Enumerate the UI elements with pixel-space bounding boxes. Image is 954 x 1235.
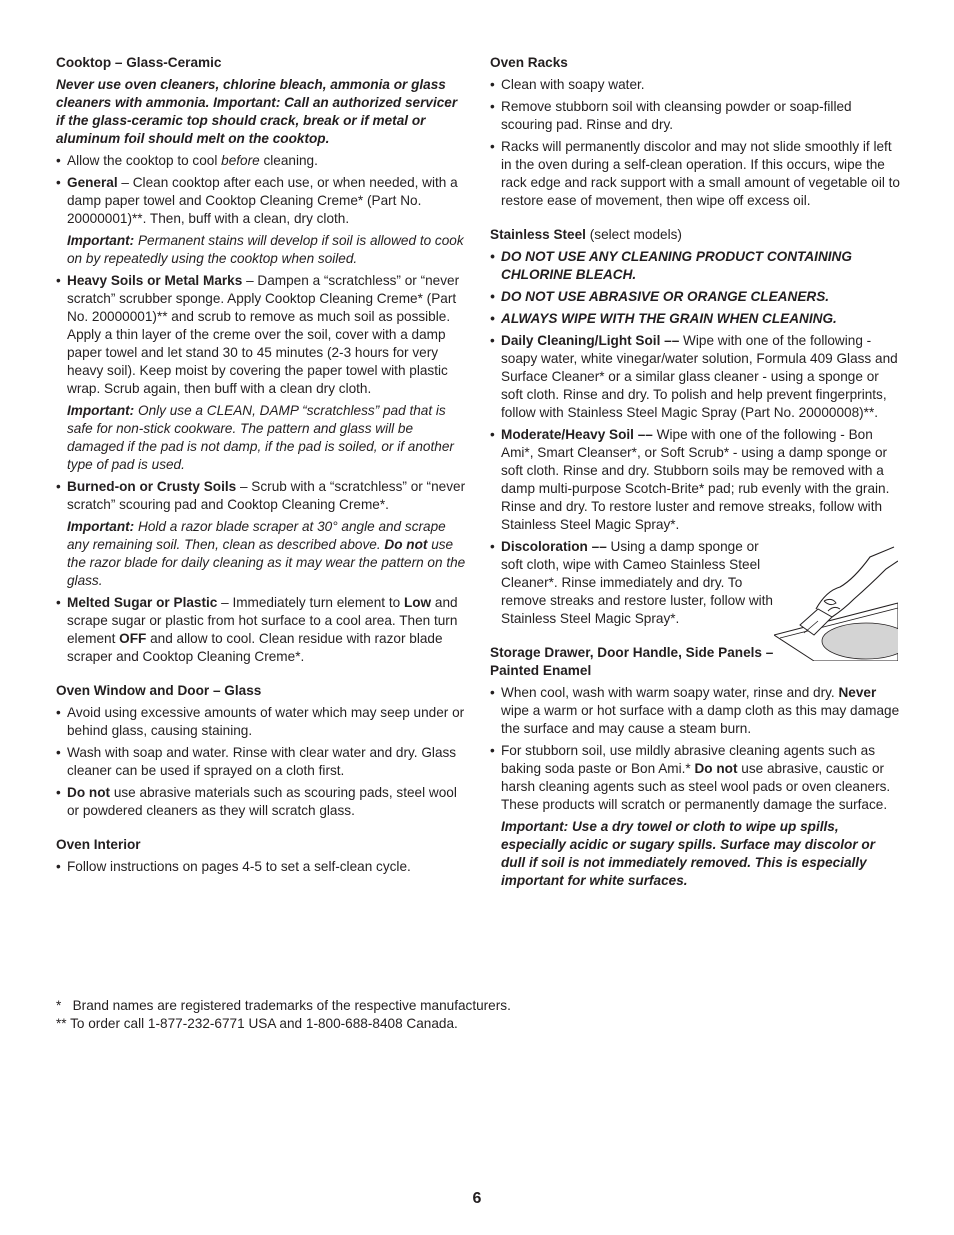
storage-text: For stubborn soil, use mildly abrasive cleaning agents such as baking soda paste or Bon Ami.*	[501, 743, 876, 776]
moderate-label: Moderate/Heavy Soil ––	[501, 427, 653, 442]
important-label: Important:	[67, 519, 135, 534]
left-column	[56, 54, 466, 880]
do-not-label: Do not	[694, 761, 738, 776]
window-list	[56, 704, 466, 820]
never-label: Never	[838, 685, 877, 700]
storage-important: Important: Use a dry towel or cloth to wipe up spills, especially acidic or sugary spills. Surface may discolor or dull if soil is not immediately removed. This is especially important for white surfaces.	[501, 819, 875, 888]
storage-text-2: wipe a warm or hot surface with a damp cloth as this may damage the surface and may cause a steam burn.	[501, 703, 900, 736]
melted-text-2: and scrape sugar or plastic from hot surface to a cool area. Then turn element	[67, 595, 458, 646]
burned-text: – Scrub with a “scratchless” or “never scratch” scouring pad and Cooktop Cleaning Creme*.	[67, 479, 466, 512]
moderate-text: Wipe with one of the following - Bon Ami*, Smart Cleanser*, or Soft Scrub* - using a damp sponge or soft cloth. Rinse and dry. Stubborn soils may be removed with a damp multi-purpose Scotch-Brite* pad; rub evenly with the grain. Rinse and dry. To restore luster and remove streaks, follow with Stainless Steel Magic Spray*.	[501, 427, 890, 532]
stainless-title: Stainless Steel	[490, 227, 586, 242]
list-item	[56, 272, 466, 398]
general-important-note	[67, 232, 466, 268]
important-label: Important:	[67, 403, 135, 418]
window-text: use abrasive materials such as scouring pads, steel wool or powdered cleaners as they will scratch glass.	[67, 785, 457, 818]
hand-scraping-cooktop-icon	[774, 543, 898, 661]
list-item: • Wash with soap and water. Rinse with clear water and dry. Glass cleaner can be used if sprayed on a cloth first.	[56, 744, 466, 780]
storage-heading-line1: Storage Drawer, Door Handle, Side Panels –	[490, 645, 774, 660]
cool-text-end: cleaning.	[259, 153, 318, 168]
do-not-label: Do not	[384, 537, 428, 552]
heavy-text: – Dampen a “scratchless” or “never scratch” scrubber sponge. Apply Cooktop Cleaning Creme* (Part No. 20000001)** and scrub to remove as much soil as possible. Apply a thin layer of the creme over the soil, cover with a damp paper towel and let stand 30 to 45 minutes (2-3 hours for very heavy soil). Keep moist by covering the paper towel with plastic wrap. Scrub again, then buff with a clean dry cloth.	[67, 273, 460, 396]
cooktop-list-2	[56, 272, 466, 398]
discolor-text: Using a damp sponge or soft cloth, wipe with Cameo Stainless Steel Cleaner*. Rinse immediately and dry. To remove streaks and restore luster, follow with Stainless Steel Magic Spray*.	[501, 539, 773, 626]
melted-text-3: and allow to cool. Clean residue with razor blade scraper and Cooktop Cleaning Creme*.	[67, 631, 443, 664]
list-item: • Clean with soapy water.	[490, 76, 900, 94]
heavy-label: Heavy Soils or Metal Marks	[67, 273, 243, 288]
footnote-2: ** To order call 1-877-232-6771 USA and 1-800-688-8408 Canada.	[56, 1016, 458, 1031]
list-item: • Avoid using excessive amounts of water which may seep under or behind glass, causing staining.	[56, 704, 466, 740]
list-item	[56, 784, 466, 820]
list-item: • ALWAYS WIPE WITH THE GRAIN WHEN CLEANING.	[490, 310, 900, 328]
list-item	[490, 426, 900, 534]
list-item: • Remove stubborn soil with cleansing powder or soap-filled scouring pad. Rinse and dry.	[490, 98, 900, 134]
list-item: • Racks will permanently discolor and may not slide smoothly if left in the oven during a self-clean operation. If this occurs, wipe the rack edge and rack support with a small amount of vegetable oil to restore ease of movement, then wipe off excess oil.	[490, 138, 900, 210]
important-text-end: use the razor blade for daily cleaning as it may wear the pattern on the glass.	[67, 537, 466, 588]
cooktop-heading: Cooktop – Glass-Ceramic	[56, 55, 222, 70]
list-item	[490, 684, 900, 738]
footnote-1: * Brand names are registered trademarks of the respective manufacturers.	[56, 998, 511, 1013]
racks-heading: Oven Racks	[490, 55, 568, 70]
important-text: Hold a razor blade scraper at 30° angle and scrape any remaining soil. Then, clean as described above.	[67, 519, 446, 552]
list-item	[490, 332, 900, 422]
list-item: • DO NOT USE ABRASIVE OR ORANGE CLEANERS.	[490, 288, 900, 306]
list-item	[56, 174, 466, 228]
storage-text: When cool, wash with warm soapy water, rinse and dry.	[501, 685, 839, 700]
cool-emphasis: before	[221, 153, 260, 168]
stainless-heading	[490, 226, 900, 244]
cooktop-list-4	[56, 594, 466, 666]
list-item	[56, 152, 466, 170]
daily-label: Daily Cleaning/Light Soil ––	[501, 333, 680, 348]
daily-text: Wipe with one of the following - soapy water, white vinegar/water solution, Formula 409 Glass and Surface Cleaner* or a similar glass cleaner - using a sponge or soft cloth. Rinse and dry. To polish and help prevent fingerprints, follow with Stainless Steel Magic Spray (Part No. 20000008)**.	[501, 333, 898, 420]
right-column	[490, 54, 900, 894]
list-item: • DO NOT USE ANY CLEANING PRODUCT CONTAINING CHLORINE BLEACH.	[490, 248, 900, 284]
storage-heading-line2: Painted Enamel	[490, 663, 592, 678]
important-text: Only use a CLEAN, DAMP “scratchless” pad that is safe for non-stick cookware. The pattern and glass will be damaged if the pad is not damp, if the pad is soiled, or if another type of pad is used.	[67, 403, 454, 472]
important-label: Important:	[67, 233, 135, 248]
racks-list	[490, 76, 900, 210]
general-text: – Clean cooktop after each use, or when needed, with a damp paper towel and Cooktop Cleaning Creme* (Part No. 20000001)**. Then, buff with a clean, dry cloth.	[67, 175, 458, 226]
heavy-important-note	[67, 402, 466, 474]
storage-text-2: use abrasive, caustic or harsh cleaning agents such as steel wool pads or oven cleaners. These products will scratch or permanently damage the surface.	[501, 761, 891, 812]
cool-text: Allow the cooktop to cool	[67, 153, 222, 168]
stainless-note: (select models)	[585, 227, 682, 242]
interior-heading: Oven Interior	[56, 837, 141, 852]
low-label: Low	[403, 595, 432, 610]
window-heading: Oven Window and Door – Glass	[56, 683, 262, 698]
list-item	[56, 478, 466, 514]
off-label: OFF	[119, 631, 147, 646]
do-not-label: Do not	[67, 785, 111, 800]
interior-list	[56, 858, 466, 876]
storage-list	[490, 684, 900, 814]
discolor-label: Discoloration ––	[501, 539, 607, 554]
general-label: General	[67, 175, 118, 190]
burned-label: Burned-on or Crusty Soils	[67, 479, 237, 494]
melted-text: – Immediately turn element to	[217, 595, 404, 610]
footnotes	[56, 997, 916, 1033]
list-item: • Follow instructions on pages 4-5 to set a self-clean cycle.	[56, 858, 466, 876]
cooktop-warning: Never use oven cleaners, chlorine bleach, ammonia or glass cleaners with ammonia. Important: Call an authorized servicer if the glass-ceramic top should crack, break or if metal or aluminum foil should melt on the cooktop.	[56, 77, 458, 146]
page-number: 6	[472, 1190, 482, 1207]
important-text: Permanent stains will develop if soil is allowed to cook on by repeatedly using the cooktop when soiled.	[67, 233, 464, 266]
list-item	[56, 594, 466, 666]
melted-label: Melted Sugar or Plastic	[67, 595, 218, 610]
cooktop-list	[56, 152, 466, 228]
cooktop-list-3	[56, 478, 466, 514]
burned-important-note	[67, 518, 466, 590]
list-item	[490, 742, 900, 814]
